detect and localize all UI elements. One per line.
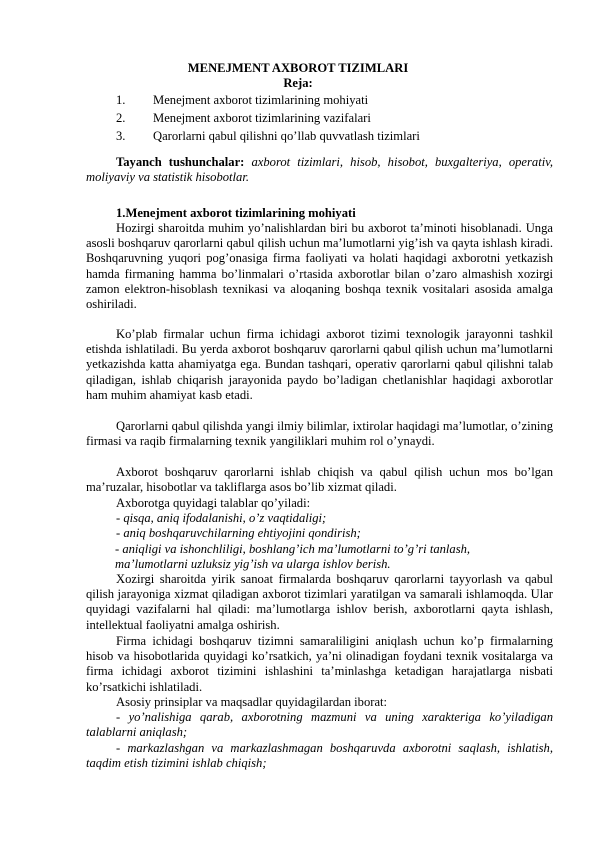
- key-concepts-label: Tayanch tushunchalar:: [116, 155, 245, 169]
- key-concepts-text: axborot tizimlari, hisob, hisobot, buxgalteriya, operativ, moliyaviy va statistik hisobotlar.: [86, 155, 554, 185]
- plan-list: [116, 91, 420, 145]
- paragraph-8: Asosiy prinsiplar va maqsadlar quyidagilardan iborat:: [116, 695, 388, 709]
- section-heading: 1.Menejment axborot tizimlarining mohiyati: [116, 206, 356, 220]
- plan-item-number: 3.: [116, 129, 126, 143]
- requirement-item: - qisqa, aniq ifodalanishi, o’z vaqtidaligi;: [116, 511, 327, 525]
- plan-item-number: 1.: [116, 93, 126, 107]
- plan-item: [116, 109, 420, 127]
- plan-heading: Reja:: [283, 76, 313, 90]
- plan-item-text: Menejment axborot tizimlarining mohiyati: [153, 93, 369, 107]
- document-title: MENEJMENT AXBOROT TIZIMLARI: [187, 61, 409, 75]
- requirement-item: - aniq boshqaruvchilarning ehtiyojini qondirish;: [116, 526, 361, 540]
- paragraph-6: Xozirgi sharoitda yirik sanoat firmalarda boshqaruv qarorlarni tayyorlash va qabul qilish jarayoniga xizmat qiladigan axborot tizimlari yaratilgan va samarali ishlamoqda. Ular quyidagi vazifalarni hal qiladi: ma’lumotlarga ishlov berish, axborotlarni qayta ishlash, intellektual faoliyatni amalga oshirish.: [86, 572, 553, 632]
- paragraph-5: Axborotga quyidagi talablar qo’yiladi:: [116, 496, 311, 510]
- paragraph-4: Axborot boshqaruv qarorlarni ishlab chiqish va qabul qilish uchun mos bo’lgan ma’ruzalar, hisobotlar va takliflarga asos bo’lib xizmat qiladi.: [86, 465, 553, 495]
- key-concepts: [86, 155, 553, 185]
- paragraph-2: Ko’plab firmalar uchun firma ichidagi axborot tizimi texnologik jarayonni tashkil etishda ishlatiladi. Bu yerda axborot boshqaruv qarorlarni qabul qilish uchun ma’lumotlarni yetkazishda katta ahamiyatga ega. Bundan tashqari, operativ qarorlarni qabul qilishni talab qiladigan, ishlab chiqarish jarayonida paydo bo’ladigan chetlanishlar haqidagi axborotlar ham muhim ahamiyat kasb etadi.: [86, 327, 553, 402]
- requirement-item: - aniqligi va ishonchliligi, boshlang’ich ma’lumotlarni to’g’ri tanlash,: [115, 542, 471, 556]
- paragraph-1: Hozirgi sharoitda muhim yo’nalishlardan biri bu axborot ta’minoti hisoblanadi. Unga asosli boshqaruv qarorlarni qabul qilish uchun ma’lumotlarni yig’ish va qayta ishlash kiradi. Boshqaruvning yuqori pog’onasiga firma faoliyati va holati haqidagi axborotni yetkazish hamda firmaning hamma bo’linmalari o’rtasida axborotlar bilan o’zaro almashish xozirgi zamon elektron-hisoblash texnikasi va aloqaning boshqa texnik vositalari asosida amalga oshiriladi.: [86, 221, 553, 312]
- plan-item-text: Qarorlarni qabul qilishni qo’llab quvvatlash tizimlari: [153, 129, 420, 143]
- principle-item: - markazlashgan va markazlashmagan boshqaruvda axborotni saqlash, ishlatish, taqdim etish tizimini ishlab chiqish;: [86, 741, 553, 771]
- principle-item: - yo’nalishiga qarab, axborotning mazmuni va uning xarakteriga ko’yiladigan talablarni aniqlash;: [86, 710, 553, 740]
- plan-item: [116, 127, 420, 145]
- paragraph-7: Firma ichidagi boshqaruv tizimni samaraliligini aniqlash uchun ko’p firmalarning hisob va hisobotlarida quyidagi ko’rsatkich, ya’ni olinadigan foydani texnik vositalarga va firma ichidagi axborot tizimini ishlashini ta’minlashga ketadigan harajatlarga nisbati ko’rsatkichi ishlatiladi.: [86, 634, 553, 694]
- plan-item-text: Menejment axborot tizimlarining vazifalari: [153, 111, 371, 125]
- plan-item: [116, 91, 420, 109]
- plan-item-number: 2.: [116, 111, 126, 125]
- paragraph-3: Qarorlarni qabul qilishda yangi ilmiy bilimlar, ixtirolar haqidagi ma’lumotlar, o’zining firmasi va raqib firmalarning texnik yangiliklari muhim rol o’ynaydi.: [86, 419, 553, 449]
- requirement-item: ma’lumotlarni uzluksiz yig’ish va ularga ishlov berish.: [115, 557, 391, 571]
